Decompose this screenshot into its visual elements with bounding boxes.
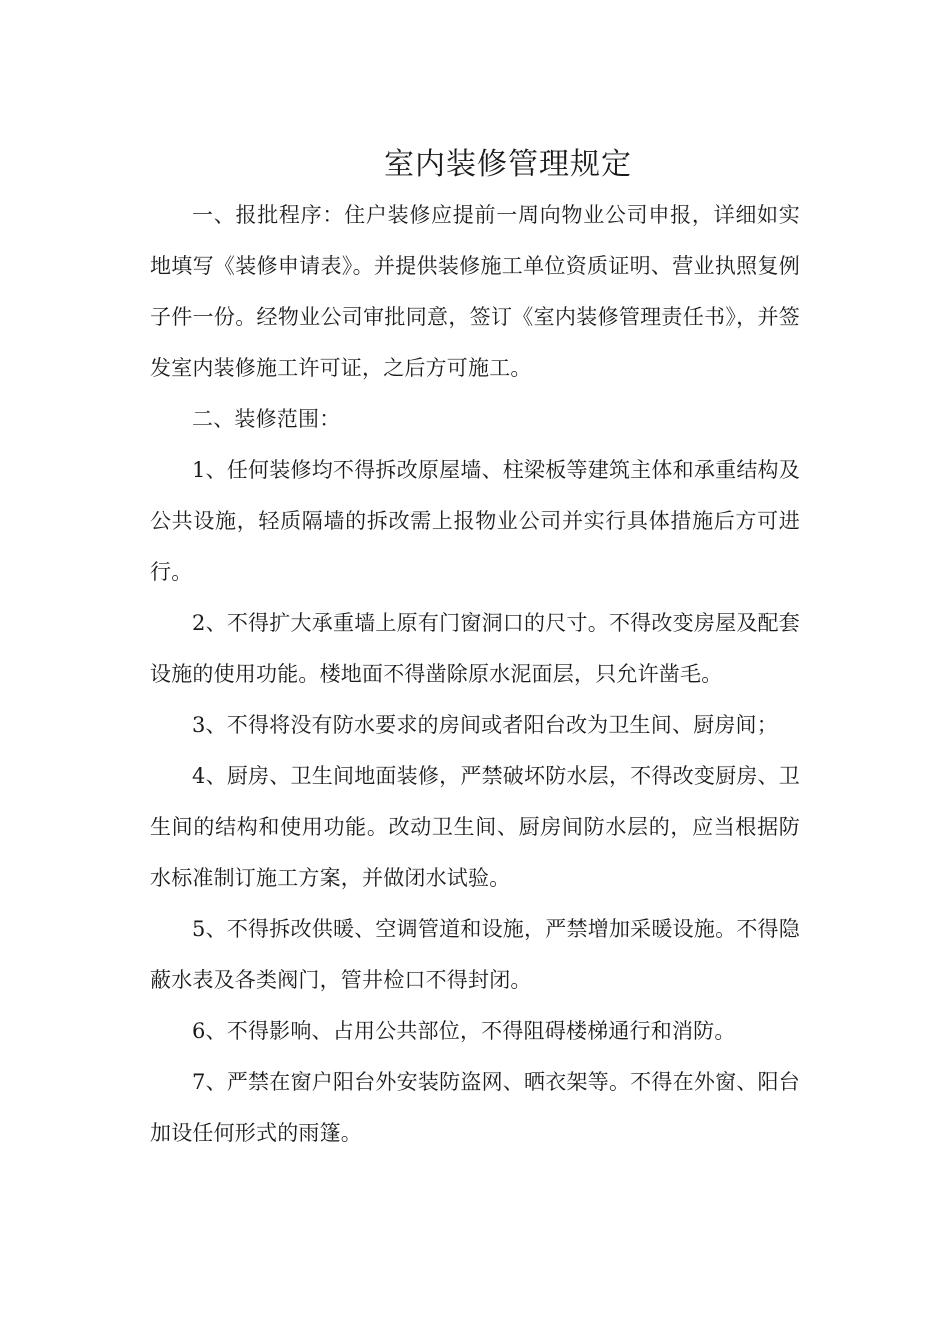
paragraph-rule-4: 4、厨房、卫生间地面装修，严禁破坏防水层，不得改变厨房、卫生间的结构和使用功能。改动卫生间、厨房间防水层的，应当根据防水标准制订施工方案，并做闭水试验。	[150, 764, 800, 890]
document-title: 室内装修管理规定	[384, 147, 632, 183]
paragraph-rule-1: 1、任何装修均不得拆改原屋墙、柱梁板等建筑主体和承重结构及公共设施，轻质隔墙的拆改需上报物业公司并实行具体措施后方可进行。	[150, 458, 800, 584]
paragraph-rule-2: 2、不得扩大承重墙上原有门窗洞口的尺寸。不得改变房屋及配套设施的使用功能。楼地面不得凿除原水泥面层，只允许凿毛。	[150, 611, 800, 686]
paragraph-scope-heading: 二、装修范围：	[192, 407, 341, 431]
paragraph-rule-7: 7、严禁在窗户阳台外安装防盗网、晒衣架等。不得在外窗、阳台加设任何形式的雨篷。	[150, 1070, 800, 1145]
paragraph-rule-5: 5、不得拆改供暖、空调管道和设施，严禁增加采暖设施。不得隐蔽水表及各类阀门，管井检口不得封闭。	[150, 917, 800, 992]
paragraph-rule-6: 6、不得影响、占用公共部位，不得阻碍楼梯通行和消防。	[192, 1019, 736, 1043]
paragraph-approval-procedure: 一、报批程序：住户装修应提前一周向物业公司申报，详细如实地填写《装修申请表》。并提供装修施工单位资质证明、营业执照复例子件一份。经物业公司审批同意，签订《室内装修管理责任书》，并签发室内装修施工许可证，之后方可施工。	[150, 203, 800, 380]
paragraph-rule-3: 3、不得将没有防水要求的房间或者阳台改为卫生间、厨房间；	[192, 713, 778, 737]
document-body	[150, 190, 800, 1159]
